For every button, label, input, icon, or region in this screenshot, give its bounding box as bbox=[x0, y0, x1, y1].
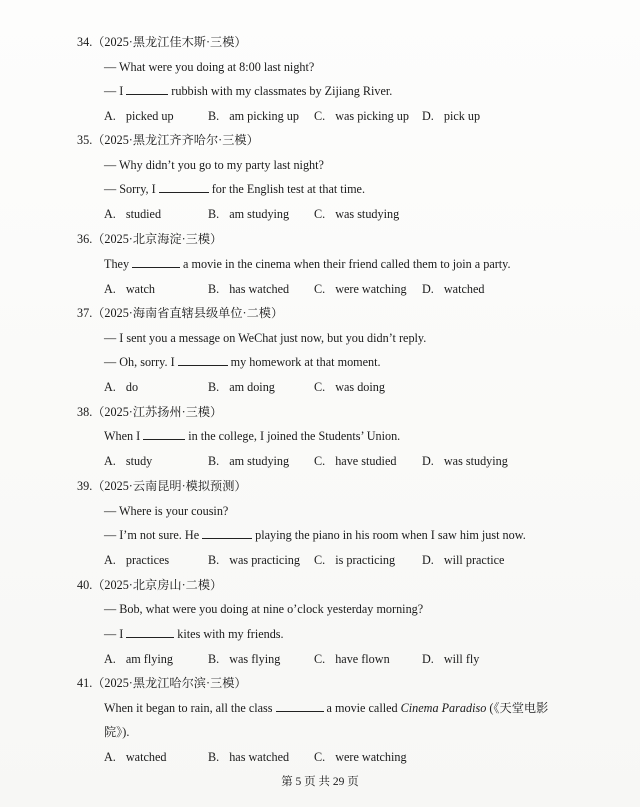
question-line: When I in the college, I joined the Students’ Union. bbox=[104, 429, 401, 443]
options-row bbox=[104, 281, 624, 297]
option-c: C. was picking up bbox=[314, 109, 409, 123]
answer-blank bbox=[132, 256, 180, 268]
options-row bbox=[104, 379, 624, 395]
options-row bbox=[104, 108, 624, 124]
question-header: 41.（2025·黑龙江哈尔滨·三模） bbox=[77, 676, 247, 690]
option-c: C. was doing bbox=[314, 380, 385, 394]
option-d: D. watched bbox=[422, 282, 485, 296]
option-c: C. is practicing bbox=[314, 553, 396, 567]
option-b: B. was flying bbox=[208, 652, 281, 666]
option-d: D. will fly bbox=[422, 652, 480, 666]
question-line: — Where is your cousin? bbox=[104, 504, 229, 518]
option-b: B. am picking up bbox=[208, 109, 299, 123]
option-b: B. am studying bbox=[208, 207, 290, 221]
option-c: C. have flown bbox=[314, 652, 390, 666]
option-d: D. will practice bbox=[422, 553, 505, 567]
answer-blank bbox=[276, 700, 324, 712]
options-row bbox=[104, 749, 624, 765]
question-line: When it began to rain, all the class a movie called Cinema Paradiso (《天堂电影 bbox=[104, 701, 549, 715]
option-a: A. picked up bbox=[104, 109, 174, 123]
question-header: 38.（2025·江苏扬州·三模） bbox=[77, 405, 223, 419]
question-line: 院》). bbox=[104, 725, 130, 739]
option-b: B. am doing bbox=[208, 380, 275, 394]
option-b: B. has watched bbox=[208, 282, 290, 296]
options-row bbox=[104, 206, 624, 222]
option-c: C. were watching bbox=[314, 750, 407, 764]
answer-blank bbox=[126, 83, 168, 95]
option-c: C. were watching bbox=[314, 282, 407, 296]
option-a: A. studied bbox=[104, 207, 162, 221]
option-a: A. watch bbox=[104, 282, 155, 296]
question-header: 39.（2025·云南昆明·模拟预测） bbox=[77, 479, 247, 493]
option-b: B. has watched bbox=[208, 750, 290, 764]
question-line: — I’m not sure. He playing the piano in his room when I saw him just now. bbox=[104, 528, 526, 542]
question-line: — Sorry, I for the English test at that time. bbox=[104, 182, 366, 196]
question-header: 36.（2025·北京海淀·三模） bbox=[77, 232, 223, 246]
option-a: A. do bbox=[104, 380, 139, 394]
question-line: — Bob, what were you doing at nine o’clock yesterday morning? bbox=[104, 602, 424, 616]
question-line: They a movie in the cinema when their friend called them to join a party. bbox=[104, 257, 511, 271]
question-header: 37.（2025·海南省直辖县级单位·二模） bbox=[77, 306, 284, 320]
question-line: — Why didn’t you go to my party last night? bbox=[104, 158, 324, 172]
options-row bbox=[104, 651, 624, 667]
option-b: B. am studying bbox=[208, 454, 290, 468]
movie-title: Cinema Paradiso bbox=[400, 701, 487, 715]
question-header: 40.（2025·北京房山·二模） bbox=[77, 578, 223, 592]
option-a: A. practices bbox=[104, 553, 170, 567]
question-header: 34.（2025·黑龙江佳木斯·三模） bbox=[77, 35, 247, 49]
option-c: C. was studying bbox=[314, 207, 400, 221]
question-header: 35.（2025·黑龙江齐齐哈尔·三模） bbox=[77, 133, 259, 147]
question-line: — What were you doing at 8:00 last night? bbox=[104, 60, 315, 74]
question-line: — Oh, sorry. I my homework at that moment. bbox=[104, 355, 381, 369]
answer-blank bbox=[126, 626, 174, 638]
option-a: A. am flying bbox=[104, 652, 173, 666]
question-line: — I rubbish with my classmates by Zijiang River. bbox=[104, 84, 393, 98]
option-d: D. was studying bbox=[422, 454, 508, 468]
options-row bbox=[104, 552, 624, 568]
options-row bbox=[104, 453, 624, 469]
question-line: — I sent you a message on WeChat just now, but you didn’t reply. bbox=[104, 331, 427, 345]
option-a: A. study bbox=[104, 454, 153, 468]
answer-blank bbox=[178, 354, 228, 366]
question-line: — I kites with my friends. bbox=[104, 627, 284, 641]
option-a: A. watched bbox=[104, 750, 167, 764]
option-c: C. have studied bbox=[314, 454, 397, 468]
answer-blank bbox=[159, 181, 209, 193]
answer-blank bbox=[143, 428, 185, 440]
option-d: D. pick up bbox=[422, 109, 481, 123]
answer-blank bbox=[202, 527, 252, 539]
option-b: B. was practicing bbox=[208, 553, 300, 567]
page-footer: 第 5 页 共 29 页 bbox=[281, 776, 359, 788]
